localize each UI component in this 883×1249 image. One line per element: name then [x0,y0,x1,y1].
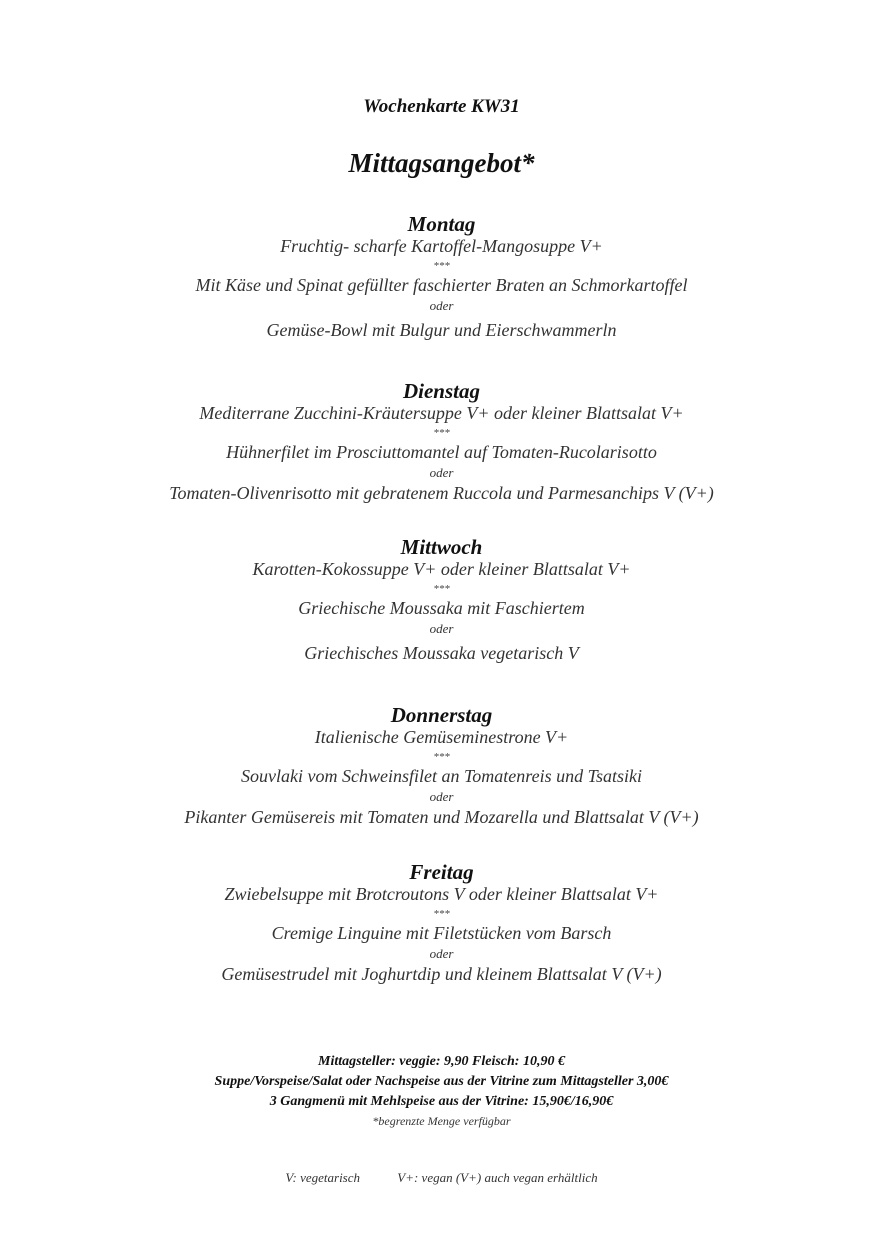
day-block-dienstag [0,379,883,504]
starter-dish: Fruchtig- scharfe Kartoffel-Mangosuppe V+ [280,236,603,256]
or-separator: oder [429,946,454,961]
legend-vegetarian: V: vegetarisch [285,1170,361,1185]
course-separator: *** [433,908,450,920]
price-3-course-menu: 3 Gangmenü mit Mehlspeise aus der Vitrine: 15,90€/16,90€ [269,1094,614,1109]
main-dish-2: Griechisches Moussaka vegetarisch V [304,643,579,663]
main-dish-1: Griechische Moussaka mit Faschiertem [298,598,585,618]
price-addon: Suppe/Vorspeise/Salat oder Nachspeise aus der Vitrine zum Mittagsteller 3,00€ [214,1074,669,1089]
main-dish-2: Gemüse-Bowl mit Bulgur und Eierschwammerln [266,320,617,340]
main-dish-2: Gemüsestrudel mit Joghurtdip und kleinem Blattsalat V (V+) [221,964,662,984]
day-name: Montag [407,212,476,236]
price-mittagsteller: Mittagsteller: veggie: 9,90 Fleisch: 10,90 € [318,1054,565,1069]
main-dish-2: Tomaten-Olivenrisotto mit gebratenem Ruccola und Parmesanchips V (V+) [169,483,714,503]
main-dish-1: Cremige Linguine mit Filetstücken vom Barsch [271,923,612,943]
course-separator: *** [433,260,450,272]
or-separator: oder [429,298,454,313]
page-title: Mittagsangebot* [348,148,535,178]
starter-dish: Karotten-Kokossuppe V+ oder kleiner Blattsalat V+ [252,559,631,579]
starter-dish: Italienische Gemüseminestrone V+ [314,727,569,747]
or-separator: oder [429,621,454,636]
main-dish-1: Mit Käse und Spinat gefüllter faschierter Braten an Schmorkartoffel [195,275,688,295]
day-block-mittwoch [0,535,883,664]
day-name: Dienstag [402,379,480,403]
starter-dish: Mediterrane Zucchini-Kräutersuppe V+ oder kleiner Blattsalat V+ [199,403,684,423]
starter-dish: Zwiebelsuppe mit Brotcroutons V oder kleiner Blattsalat V+ [224,884,659,904]
day-name: Freitag [409,860,474,884]
main-dish-1: Souvlaki vom Schweinsfilet an Tomatenreis und Tsatsiki [241,766,642,786]
or-separator: oder [429,789,454,804]
course-separator: *** [433,427,450,439]
main-dish-2: Pikanter Gemüsereis mit Tomaten und Mozarella und Blattsalat V (V+) [184,807,699,827]
diet-legend [0,1170,883,1186]
course-separator: *** [433,751,450,763]
day-block-freitag [0,860,883,985]
limited-availability-note: *begrenzte Menge verfügbar [372,1114,511,1128]
or-separator: oder [429,465,454,480]
day-name: Donnerstag [390,703,493,727]
main-dish-1: Hühnerfilet im Prosciuttomantel auf Tomaten-Rucolarisotto [226,442,657,462]
day-block-donnerstag [0,703,883,828]
price-section [0,1052,883,1130]
day-block-montag [0,212,883,341]
day-name: Mittwoch [400,535,483,559]
course-separator: *** [433,583,450,595]
legend-vegan: V+: vegan (V+) auch vegan erhältlich [397,1170,598,1185]
week-label: Wochenkarte KW31 [363,96,520,117]
